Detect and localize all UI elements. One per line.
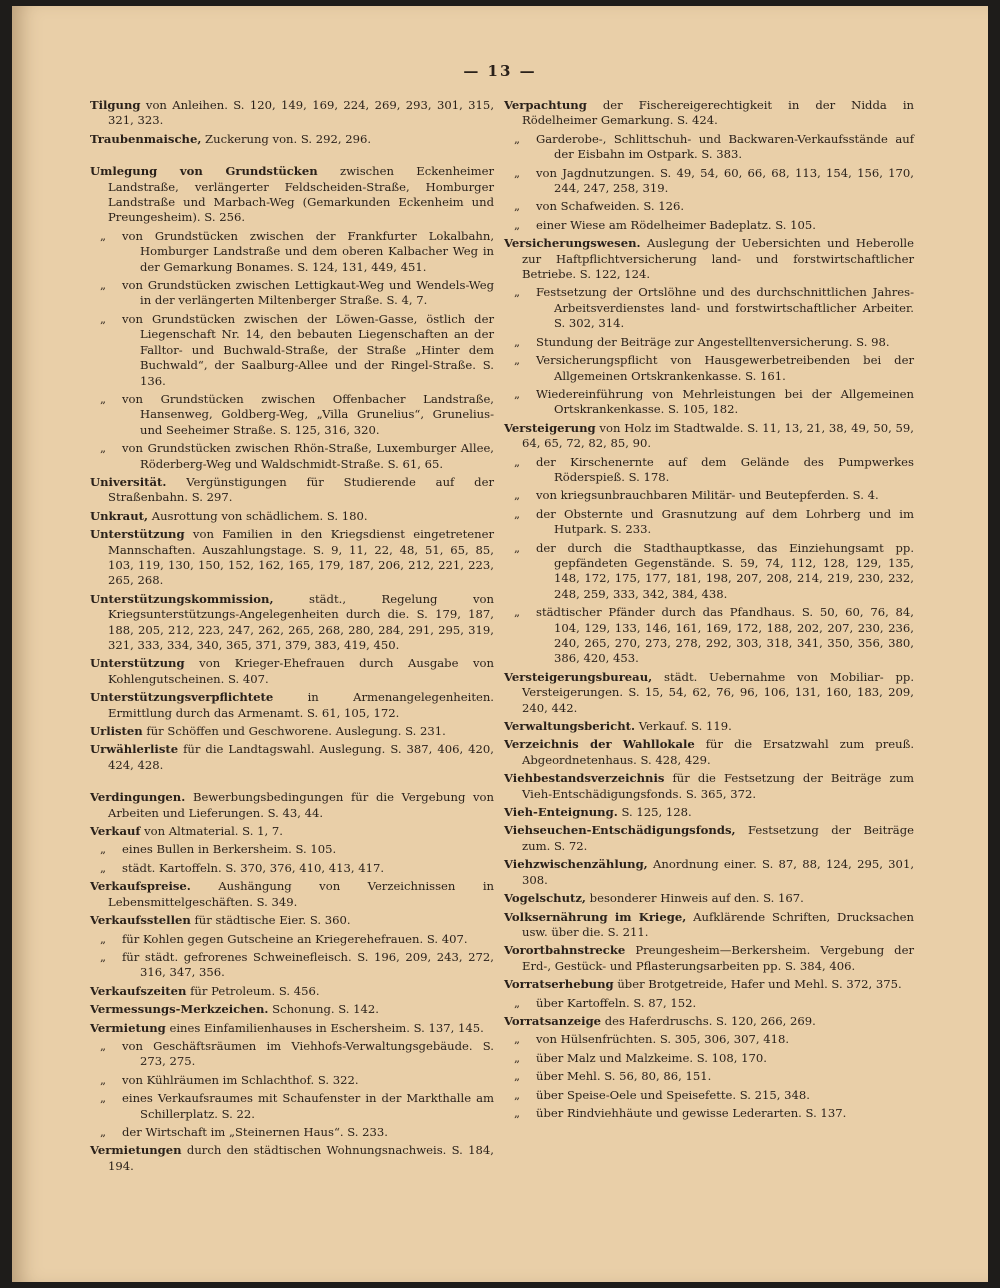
- index-entry: [90, 879, 494, 910]
- index-entry: [504, 421, 914, 452]
- ditto-mark: „: [514, 540, 521, 555]
- index-subentry: [90, 392, 494, 438]
- entry-text: Garderobe-, Schlittschuh- und Backwaren-Verkaufsstände auf der Eisbahn im Ostpark. S. 383.: [536, 131, 914, 162]
- entry-text: von kriegsunbrauchbaren Militär- und Beutepferden. S. 4.: [536, 488, 879, 503]
- index-subentry: [90, 950, 494, 981]
- index-subentry: [504, 488, 914, 503]
- index-subentry: [90, 1091, 494, 1122]
- ditto-mark: „: [514, 165, 521, 180]
- ditto-mark: „: [514, 353, 521, 368]
- entry-text: Anordnung einer. S. 87, 88, 124, 295, 301, 308.: [522, 857, 915, 887]
- index-subentry: [504, 507, 914, 538]
- entry-text: für die Festsetzung der Beiträge zum Vieh-Entschädigungsfonds. S. 365, 372.: [522, 771, 914, 801]
- index-entry: [90, 1021, 494, 1036]
- index-subentry: [90, 229, 494, 275]
- index-entry: [90, 132, 494, 147]
- section-gap: [90, 150, 494, 164]
- index-entry: [90, 656, 494, 687]
- entry-text: von Grundstücken zwischen Lettigkaut-Weg und Wendels-Weg in der verlängerten Miltenberger Straße. S. 4, 7.: [122, 278, 494, 308]
- entry-text: eines Einfamilienhauses in Eschersheim. S. 137, 145.: [169, 1020, 484, 1035]
- index-subentry: [504, 218, 914, 233]
- entry-keyword: Versicherungswesen.: [504, 236, 641, 251]
- index-subentry: [504, 1088, 914, 1103]
- index-subentry: [504, 1051, 914, 1066]
- entry-text: über Malz und Malzkeime. S. 108, 170.: [536, 1050, 767, 1065]
- index-subentry: [90, 1039, 494, 1070]
- ditto-mark: „: [514, 199, 521, 214]
- entry-keyword: Versteigerungsbureau,: [504, 669, 653, 684]
- index-entry: [504, 823, 914, 854]
- entry-keyword: Umlegung von Grundstücken: [90, 164, 318, 179]
- index-entry: [90, 98, 494, 129]
- ditto-mark: „: [514, 131, 521, 146]
- ditto-mark: „: [514, 1032, 521, 1047]
- index-entry: [90, 1002, 494, 1017]
- index-entry: [90, 724, 494, 739]
- entry-keyword: Traubenmaische,: [90, 131, 202, 146]
- index-subentry: [90, 278, 494, 309]
- entry-text: für die Landtagswahl. Auslegung. S. 387, 406, 420, 424, 428.: [108, 742, 494, 772]
- index-entry: [504, 719, 914, 734]
- ditto-mark: „: [100, 441, 107, 456]
- ditto-mark: „: [514, 334, 521, 349]
- entry-text: Bewerbungsbedingungen für die Vergebung von Arbeiten und Lieferungen. S. 43, 44.: [108, 790, 495, 820]
- index-entry: [90, 1143, 494, 1174]
- entry-keyword: Verkauf: [90, 824, 141, 839]
- entry-keyword: Verkaufspreise.: [90, 879, 191, 894]
- index-entry: [90, 164, 494, 226]
- index-subentry: [504, 996, 914, 1011]
- entry-text: für die Ersatzwahl zum preuß. Abgeordnetenhaus. S. 428, 429.: [522, 737, 915, 767]
- index-entry: [90, 742, 494, 773]
- index-subentry: [504, 353, 914, 384]
- index-entry: [90, 690, 494, 721]
- entry-text: Festsetzung der Ortslöhne und des durchschnittlichen Jahres-Arbeitsverdienstes land- und forstwirtschaftlicher Arbeiter. S. 302, 314.: [536, 285, 914, 331]
- entry-text: Aushängung von Verzeichnissen in Lebensmittelgeschäften. S. 349.: [108, 879, 495, 909]
- entry-text: der Fischereigerechtigkeit in der Nidda in Rödelheimer Gemarkung. S. 424.: [522, 98, 915, 128]
- ditto-mark: „: [514, 285, 521, 300]
- entry-keyword: Vermietungen: [90, 1143, 182, 1158]
- index-subentry: [504, 285, 914, 331]
- entry-text: von Grundstücken zwischen Rhön-Straße, Luxemburger Allee, Röderberg-Weg und Waldschmidt-Straße. S. 61, 65.: [122, 441, 494, 471]
- entry-text: eines Verkaufsraumes mit Schaufenster in der Markthalle am Schillerplatz. S. 22.: [122, 1091, 494, 1121]
- index-subentry: [504, 1069, 914, 1084]
- index-entry: [90, 913, 494, 928]
- section-gap: [90, 776, 494, 790]
- index-entry: [504, 977, 914, 992]
- index-entry: [90, 824, 494, 839]
- index-subentry: [504, 541, 914, 603]
- entry-text: städtischer Pfänder durch das Pfandhaus. S. 50, 60, 76, 84, 104, 129, 133, 146, 161, 169, 172, 188, 202, 207, 230, 236, 240, 265, 270, 273, 278, 292, 303, 318, 341, 350, 356, 380, 386, 420, 453.: [536, 605, 914, 666]
- index-entry: [504, 98, 914, 129]
- ditto-mark: „: [514, 217, 521, 232]
- index-entry: [90, 790, 494, 821]
- left-column: [90, 98, 494, 1177]
- index-subentry: [504, 1106, 914, 1121]
- entry-text: von Hülsenfrüchten. S. 305, 306, 307, 418.: [536, 1032, 790, 1047]
- entry-text: der durch die Stadthauptkasse, das Einziehungsamt pp. gepfändeten Gegenstände. S. 59, 74, 112, 128, 129, 135, 148, 172, 175, 177, 181, 198, 207, 208, 214, 219, 230, 232, 248, 259, 333, 342, 384, 438.: [536, 540, 914, 601]
- entry-text: Versicherungspflicht von Hausgewerbetreibenden bei der Allgemeinen Ortskrankenkasse. S. 161.: [536, 353, 914, 383]
- entry-keyword: Versteigerung: [504, 420, 596, 435]
- ditto-mark: „: [514, 506, 521, 521]
- index-subentry: [90, 861, 494, 876]
- index-subentry: [504, 335, 914, 350]
- index-subentry: [504, 132, 914, 163]
- entry-text: eines Bullen in Berkersheim. S. 105.: [122, 842, 337, 857]
- entry-keyword: Vermietung: [90, 1020, 166, 1035]
- entry-text: über Mehl. S. 56, 80, 86, 151.: [536, 1069, 712, 1084]
- ditto-mark: „: [100, 278, 107, 293]
- entry-text: Aufklärende Schriften, Drucksachen usw. über die. S. 211.: [522, 909, 915, 939]
- entry-text: Zuckerung von. S. 292, 296.: [205, 131, 372, 146]
- index-entry: [504, 891, 914, 906]
- entry-text: Festsetzung der Beiträge zum. S. 72.: [522, 823, 914, 853]
- entry-text: von Altmaterial. S. 1, 7.: [144, 824, 283, 839]
- entry-text: städt., Regelung von Kriegsunterstützungs-Angelegenheiten durch die. S. 179, 187, 188, 205, 212, 223, 247, 262, 265, 268, 280, 284, 291, 295, 319, 321, 333, 334, 340, 365, 371, 379, 383, 419, 450.: [108, 591, 494, 652]
- entry-text: Schonung. S. 142.: [272, 1002, 379, 1017]
- ditto-mark: „: [100, 1038, 107, 1053]
- entry-text: von Krieger-Ehefrauen durch Ausgabe von Kohlengutscheinen. S. 407.: [108, 656, 494, 686]
- index-subentry: [504, 199, 914, 214]
- ditto-mark: „: [514, 1087, 521, 1102]
- entry-text: des Haferdruschs. S. 120, 266, 269.: [604, 1013, 816, 1028]
- entry-text: über Brotgetreide, Hafer und Mehl. S. 372, 375.: [617, 977, 902, 992]
- entry-keyword: Verzeichnis der Wahllokale: [504, 737, 695, 752]
- entry-keyword: Unterstützungsverpflichtete: [90, 690, 274, 705]
- ditto-mark: „: [514, 386, 521, 401]
- index-subentry: [504, 1032, 914, 1047]
- entry-text: über Speise-Oele und Speisefette. S. 215, 348.: [536, 1087, 810, 1102]
- ditto-mark: „: [100, 860, 107, 875]
- entry-text: städt. Uebernahme von Mobiliar- pp. Versteigerungen. S. 15, 54, 62, 76, 96, 106, 131, 160, 183, 209, 240, 442.: [522, 669, 915, 715]
- ditto-mark: „: [100, 931, 107, 946]
- index-entry: [504, 910, 914, 941]
- entry-text: von Grundstücken zwischen der Löwen-Gasse, östlich der Liegenschaft Nr. 14, den bebauten Liegenschaften an der Falltor- und Buchwald-Straße, der Straße „Hinter dem Buchwald“, der Saalburg-Allee und der Ringel-Straße. S. 136.: [122, 311, 494, 388]
- entry-keyword: Universität.: [90, 474, 167, 489]
- entry-keyword: Vieh-Enteignung.: [504, 805, 618, 820]
- index-entry: [504, 805, 914, 820]
- entry-keyword: Viehbestandsverzeichnis: [504, 771, 665, 786]
- entry-text: von Geschäftsräumen im Viehhofs-Verwaltungsgebäude. S. 273, 275.: [122, 1038, 494, 1069]
- ditto-mark: „: [514, 454, 521, 469]
- index-entry: [504, 943, 914, 974]
- entry-text: von Jagdnutzungen. S. 49, 54, 60, 66, 68, 113, 154, 156, 170, 244, 247, 258, 319.: [536, 165, 914, 196]
- ditto-mark: „: [514, 605, 521, 620]
- entry-text: von Familien in den Kriegsdienst eingetretener Mannschaften. Auszahlungstage. S. 9, 11, 22, 48, 51, 65, 85, 103, 119, 130, 150, 152, 162, 165, 179, 187, 206, 212, 221, 223, 265, 268.: [108, 527, 494, 588]
- entry-text: Preungesheim—Berkersheim. Vergebung der Erd-, Gestück- und Pflasterungsarbeiten pp. S. 384, 406.: [522, 943, 915, 973]
- entry-text: in Armenangelegenheiten. Ermittlung durch das Armenamt. S. 61, 105, 172.: [108, 690, 494, 720]
- entry-keyword: Vogelschutz,: [504, 891, 586, 906]
- entry-keyword: Verkaufszeiten: [90, 983, 187, 998]
- entry-text: der Obsternte und Grasnutzung auf dem Lohrberg und im Hutpark. S. 233.: [536, 506, 914, 537]
- ditto-mark: „: [514, 1050, 521, 1065]
- entry-keyword: Verpachtung: [504, 98, 587, 112]
- entry-keyword: Tilgung: [90, 98, 141, 112]
- entry-text: zwischen Eckenheimer Landstraße, verlängerter Feldscheiden-Straße, Homburger Landstraße und Marbach-Weg (Gemarkunden Eckenheim und Preungesheim). S. 256.: [108, 164, 495, 225]
- entry-text: Stundung der Beiträge zur Angestelltenversicherung. S. 98.: [536, 334, 890, 349]
- entry-text: von Grundstücken zwischen der Frankfurter Lokalbahn, Homburger Landstraße und dem oberen Kalbacher Weg in der Gemarkung Bonames. S. 124, 131, 449, 451.: [122, 228, 494, 274]
- index-subentry: [90, 1125, 494, 1140]
- entry-keyword: Vorratserhebung: [504, 977, 614, 992]
- entry-text: der Wirtschaft im „Steinernen Haus“. S. 233.: [122, 1124, 388, 1139]
- index-subentry: [504, 387, 914, 418]
- entry-text: Wiedereinführung von Mehrleistungen bei der Allgemeinen Ortskrankenkasse. S. 105, 182.: [536, 386, 914, 417]
- index-subentry: [504, 605, 914, 667]
- entry-text: über Rindviehhäute und gewisse Lederarten. S. 137.: [536, 1105, 847, 1120]
- entry-keyword: Verwaltungsbericht.: [504, 719, 636, 734]
- entry-text: von Schafweiden. S. 126.: [536, 199, 685, 214]
- entry-keyword: Urlisten: [90, 724, 143, 739]
- entry-text: Ausrottung von schädlichem. S. 180.: [151, 508, 368, 523]
- ditto-mark: „: [100, 311, 107, 326]
- ditto-mark: „: [100, 1124, 107, 1139]
- entry-keyword: Unterstützung: [90, 527, 185, 542]
- ditto-mark: „: [100, 842, 107, 857]
- entry-text: für städt. gefrorenes Schweinefleisch. S. 196, 209, 243, 272, 316, 347, 356.: [122, 949, 494, 980]
- entry-text: über Kartoffeln. S. 87, 152.: [536, 995, 697, 1010]
- entry-text: für städtische Eier. S. 360.: [194, 913, 351, 928]
- index-subentry: [90, 932, 494, 947]
- entry-text: städt. Kartoffeln. S. 370, 376, 410, 413, 417.: [122, 860, 385, 875]
- entry-keyword: Vorratsanzeige: [504, 1013, 602, 1028]
- right-column: [504, 98, 914, 1124]
- entry-text: der Kirschenernte auf dem Gelände des Pumpwerkes Röderspieß. S. 178.: [536, 454, 914, 484]
- ditto-mark: „: [100, 1072, 107, 1087]
- entry-text: für Kohlen gegen Gutscheine an Kriegerehefrauen. S. 407.: [122, 931, 468, 946]
- entry-text: S. 125, 128.: [621, 805, 692, 820]
- document-page: [12, 6, 988, 1282]
- index-entry: [504, 857, 914, 888]
- index-entry: [504, 670, 914, 716]
- index-entry: [90, 509, 494, 524]
- index-entry: [504, 771, 914, 802]
- index-subentry: [504, 455, 914, 486]
- entry-text: für Petroleum. S. 456.: [190, 983, 320, 998]
- ditto-mark: „: [514, 1105, 521, 1120]
- page-number: — 13 —: [463, 62, 537, 80]
- entry-text: von Holz im Stadtwalde. S. 11, 13, 21, 38, 49, 50, 59, 64, 65, 72, 82, 85, 90.: [522, 420, 914, 451]
- entry-text: von Anleihen. S. 120, 149, 169, 224, 269, 293, 301, 315, 321, 323.: [108, 98, 494, 128]
- entry-keyword: Urwählerliste: [90, 742, 179, 757]
- entry-keyword: Vermessungs-Merkzeichen.: [90, 1002, 269, 1017]
- index-entry: [504, 1014, 914, 1029]
- entry-text: besonderer Hinweis auf den. S. 167.: [589, 891, 804, 906]
- entry-keyword: Unkraut,: [90, 508, 149, 523]
- ditto-mark: „: [514, 488, 521, 503]
- index-subentry: [90, 1073, 494, 1088]
- entry-text: Auslegung der Uebersichten und Heberolle zur Haftpflichtversicherung land- und forstwirtschaftlicher Betriebe. S. 122, 124.: [522, 236, 914, 282]
- index-entry: [504, 236, 914, 282]
- entry-text: durch den städtischen Wohnungsnachweis. S. 184, 194.: [108, 1143, 494, 1173]
- entry-keyword: Viehseuchen-Entschädigungsfonds,: [504, 823, 736, 838]
- index-subentry: [90, 842, 494, 857]
- index-subentry: [90, 312, 494, 389]
- entry-keyword: Unterstützung: [90, 656, 185, 671]
- entry-text: Verkauf. S. 119.: [638, 719, 732, 734]
- entry-text: von Grundstücken zwischen Offenbacher Landstraße, Hansenweg, Goldberg-Weg, „Villa Grunelius“, Grunelius- und Seeheimer Straße. S. 125, 316, 320.: [122, 391, 494, 437]
- entry-keyword: Vorortbahnstrecke: [504, 943, 626, 958]
- entry-keyword: Verkaufsstellen: [90, 913, 191, 928]
- index-entry: [90, 527, 494, 589]
- entry-text: von Kühlräumen im Schlachthof. S. 322.: [122, 1072, 359, 1087]
- index-entry: [504, 737, 914, 768]
- entry-text: Vergünstigungen für Studierende auf der Straßenbahn. S. 297.: [108, 474, 494, 505]
- ditto-mark: „: [514, 995, 521, 1010]
- ditto-mark: „: [514, 1069, 521, 1084]
- entry-keyword: Verdingungen.: [90, 790, 186, 805]
- ditto-mark: „: [100, 391, 107, 406]
- index-entry: [90, 475, 494, 506]
- ditto-mark: „: [100, 228, 107, 243]
- ditto-mark: „: [100, 1091, 107, 1106]
- entry-text: einer Wiese am Rödelheimer Badeplatz. S. 105.: [536, 217, 816, 232]
- entry-keyword: Unterstützungskommission,: [90, 591, 274, 606]
- entry-keyword: Volksernährung im Kriege,: [504, 909, 687, 924]
- ditto-mark: „: [100, 949, 107, 964]
- entry-text: für Schöffen und Geschworene. Auslegung. S. 231.: [146, 724, 446, 739]
- index-subentry: [90, 441, 494, 472]
- entry-keyword: Viehzwischenzählung,: [504, 857, 648, 872]
- index-entry: [90, 592, 494, 654]
- index-subentry: [504, 166, 914, 197]
- index-entry: [90, 984, 494, 999]
